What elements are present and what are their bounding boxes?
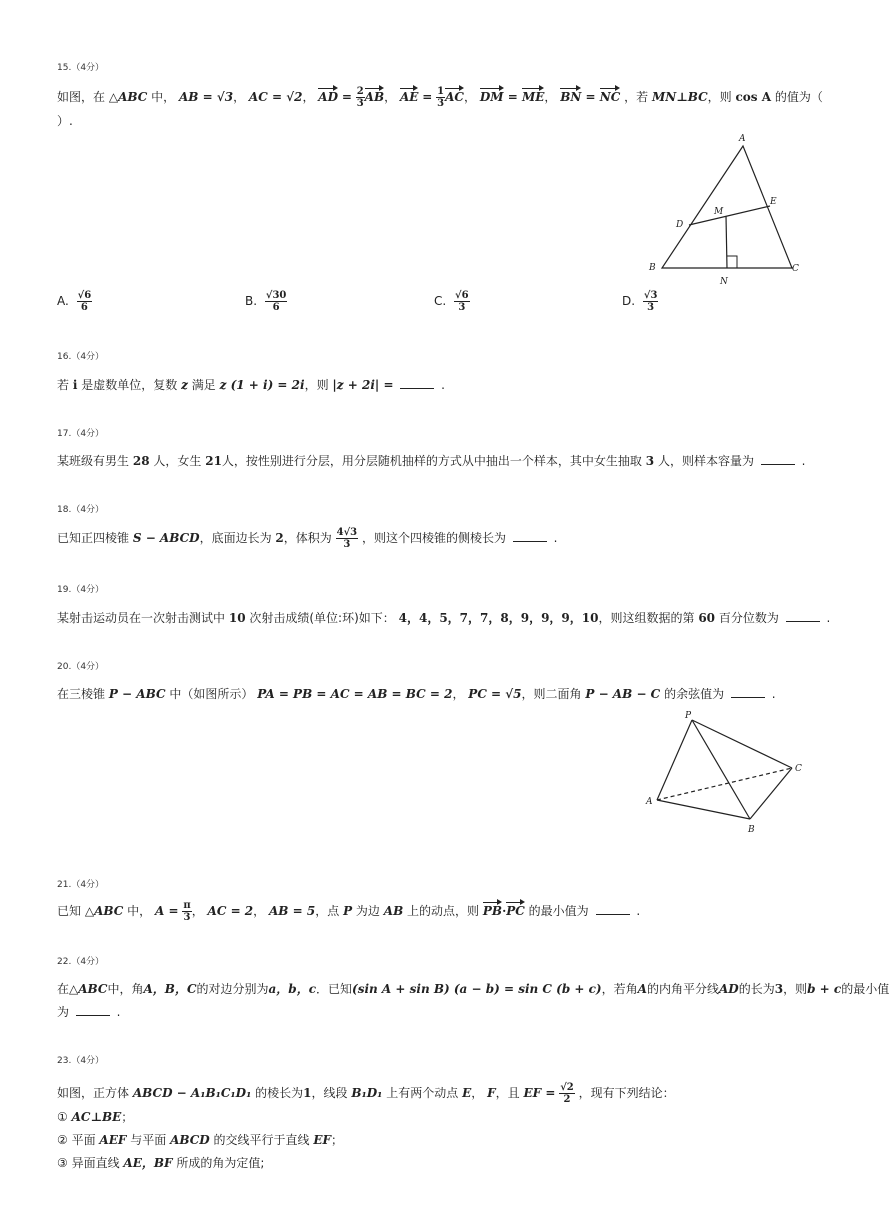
q17-stem: 某班级有男生 28 人，女生 21人，按性别进行分层，用分层随机抽样的方式从中抽出一个样本，其中女生抽取 3 人，则样本容量为 .: [57, 454, 806, 468]
q15-vec-ad: AD: [318, 86, 338, 104]
q15-right-angle: [727, 256, 737, 268]
q18-answer-blank[interactable]: [513, 541, 547, 542]
q15-text: 的值为（: [774, 90, 823, 104]
q20-label-b: B: [748, 825, 755, 835]
q15-vec-dm: DM: [480, 86, 504, 104]
q15-eq: =: [422, 90, 433, 104]
q21-stem: 已知 △ABC 中， A = $\frac{\pi}{3}$ ， AC = 2， AB = 5，点 P 为边 AB 上的动点，则 PB·PC 的最小值为 .: [57, 900, 641, 923]
q15-label-c: C: [792, 264, 799, 274]
q18-number: 18.（4分）: [57, 505, 105, 515]
q15-option-d[interactable]: D. $\frac{√3}{3}$: [622, 290, 658, 313]
q22-number: 22.（4分）: [57, 957, 105, 967]
q15-cos: cos A: [735, 90, 772, 104]
q20-edge-ac-hidden: [657, 768, 792, 800]
q15-label-d: D: [676, 220, 684, 230]
q23-conclusion-2: ② 平面 AEF 与平面 ABCD 的交线平行于直线 EF；: [57, 1133, 344, 1147]
q15-vec-bn: BN: [560, 86, 581, 104]
q17-answer-blank[interactable]: [761, 464, 795, 465]
q15-triangle: △ABC: [108, 90, 148, 104]
q19-number: 19.（4分）: [57, 585, 105, 595]
q23-conclusion-3: ③ 异面直线 AE，BF 所成的角为定值;: [57, 1156, 265, 1170]
q15-text: ，若: [624, 90, 649, 104]
q15-frac-1-3: $\frac{1}{3}$: [437, 86, 445, 109]
q16-answer-blank[interactable]: [400, 388, 434, 389]
q15-label-b: B: [649, 263, 656, 273]
q15-text: 如图，在: [57, 90, 106, 104]
q20-number: 20.（4分）: [57, 662, 105, 672]
q15-label-e: E: [770, 197, 777, 207]
q20-label-c: C: [795, 764, 802, 774]
q15-vec-nc: NC: [600, 86, 621, 104]
q15-stem-line2: ）.: [57, 114, 73, 128]
q15-text: 中，: [151, 90, 176, 104]
q15-option-b[interactable]: B. $\frac{√30}{6}$: [245, 290, 287, 313]
q21-vec-pc: PC: [506, 900, 525, 918]
q15-triangle-figure: [640, 130, 810, 290]
q20-answer-blank[interactable]: [731, 697, 765, 698]
q20-tetrahedron-figure: [640, 706, 815, 836]
q20-label-a: A: [646, 797, 653, 807]
q21-angle-frac: $\frac{\pi}{3}$: [183, 900, 191, 923]
q15-label-a: A: [739, 134, 746, 144]
q18-volume-frac: $\frac{4√3}{3}$: [336, 527, 358, 550]
q16-number: 16.（4分）: [57, 352, 105, 362]
q15-eq: =: [341, 90, 352, 104]
q21-number: 21.（4分）: [57, 880, 105, 890]
q15-vec-ae: AE: [400, 86, 418, 104]
q21-vec-pb: PB: [483, 900, 502, 918]
q15-option-c[interactable]: C. $\frac{√6}{3}$: [434, 290, 469, 313]
q15-frac-2-3: $\frac{2}{3}$: [356, 86, 364, 109]
q23-conclusion-1: ① AC⊥BE；: [57, 1110, 134, 1124]
q23-stem: 如图，正方体 ABCD − A₁B₁C₁D₁ 的棱长为1，线段 B₁D₁ 上有两个动点 E， F，且 EF = $\frac{√2}{2}$ ，现有下列结论：: [57, 1082, 675, 1105]
q22-answer-blank[interactable]: [76, 1015, 110, 1016]
q15-vec-me: ME: [522, 86, 544, 104]
q20-edge-bc: [750, 768, 792, 819]
q15-number: 15.（4分）: [57, 63, 105, 73]
q18-stem: 已知正四棱锥 S − ABCD，底面边长为 2，体积为 $\frac{4√3}{3}$ ，则这个四棱锥的侧棱长为 .: [57, 527, 558, 550]
q15-label-m: M: [714, 207, 724, 217]
q22-stem-line1: 在△ABC中，角A，B，C的对边分别为a，b，c．已知(sin A + sin B) (a − b) = sin C (b + c)，若角A的内角平分线AD的长为3，则b + c的最小值: [57, 982, 889, 996]
q15-stem-line1: 如图，在 △ABC 中， AB = √3， AC = √2， AD = $\frac{2}{3}$ AB， AE = $\frac{1}{3}$ AC， DM = ME， BN = NC ，若 MN⊥BC，则 cos A 的值为（: [57, 86, 823, 109]
q15-text: ，则: [707, 90, 732, 104]
q22-stem-line2: 为 .: [57, 1005, 121, 1019]
q15-ab: AB = √3: [178, 90, 234, 104]
q21-answer-blank[interactable]: [596, 914, 630, 915]
q19-answer-blank[interactable]: [786, 621, 820, 622]
q19-stem: 某射击运动员在一次射击测试中 10 次射击成绩(单位:环)如下： 4，4，5，7，7，8，9，9，9，10，则这组数据的第 60 百分位数为 .: [57, 611, 831, 625]
q20-stem: 在三棱锥 P − ABC 中（如图所示） PA = PB = AC = AB = BC = 2， PC = √5，则二面角 P − AB − C 的余弦值为 .: [57, 687, 776, 701]
q20-edge-pc: [692, 720, 792, 768]
q17-number: 17.（4分）: [57, 429, 105, 439]
q15-label-n: N: [720, 277, 728, 287]
q15-ac: AC = √2: [248, 90, 303, 104]
q15-line-mn: [726, 216, 727, 268]
q15-perp: MN⊥BC: [651, 90, 708, 104]
q15-option-a[interactable]: A. $\frac{√6}{6}$: [57, 290, 92, 313]
q20-label-p: P: [685, 711, 692, 721]
q20-edge-pa: [657, 720, 692, 800]
q15-vec-ac: AC: [445, 86, 464, 104]
q15-vec-ab: AB: [365, 86, 384, 104]
q20-edge-pb: [692, 720, 750, 819]
q23-ef-frac: $\frac{√2}{2}$: [560, 1082, 574, 1105]
q16-stem: 若 i 是虚数单位，复数 z 满足 z (1 + i) = 2i，则 |z + 2i| = .: [57, 378, 445, 392]
q20-edge-ab: [657, 800, 750, 819]
q23-number: 23.（4分）: [57, 1056, 105, 1066]
